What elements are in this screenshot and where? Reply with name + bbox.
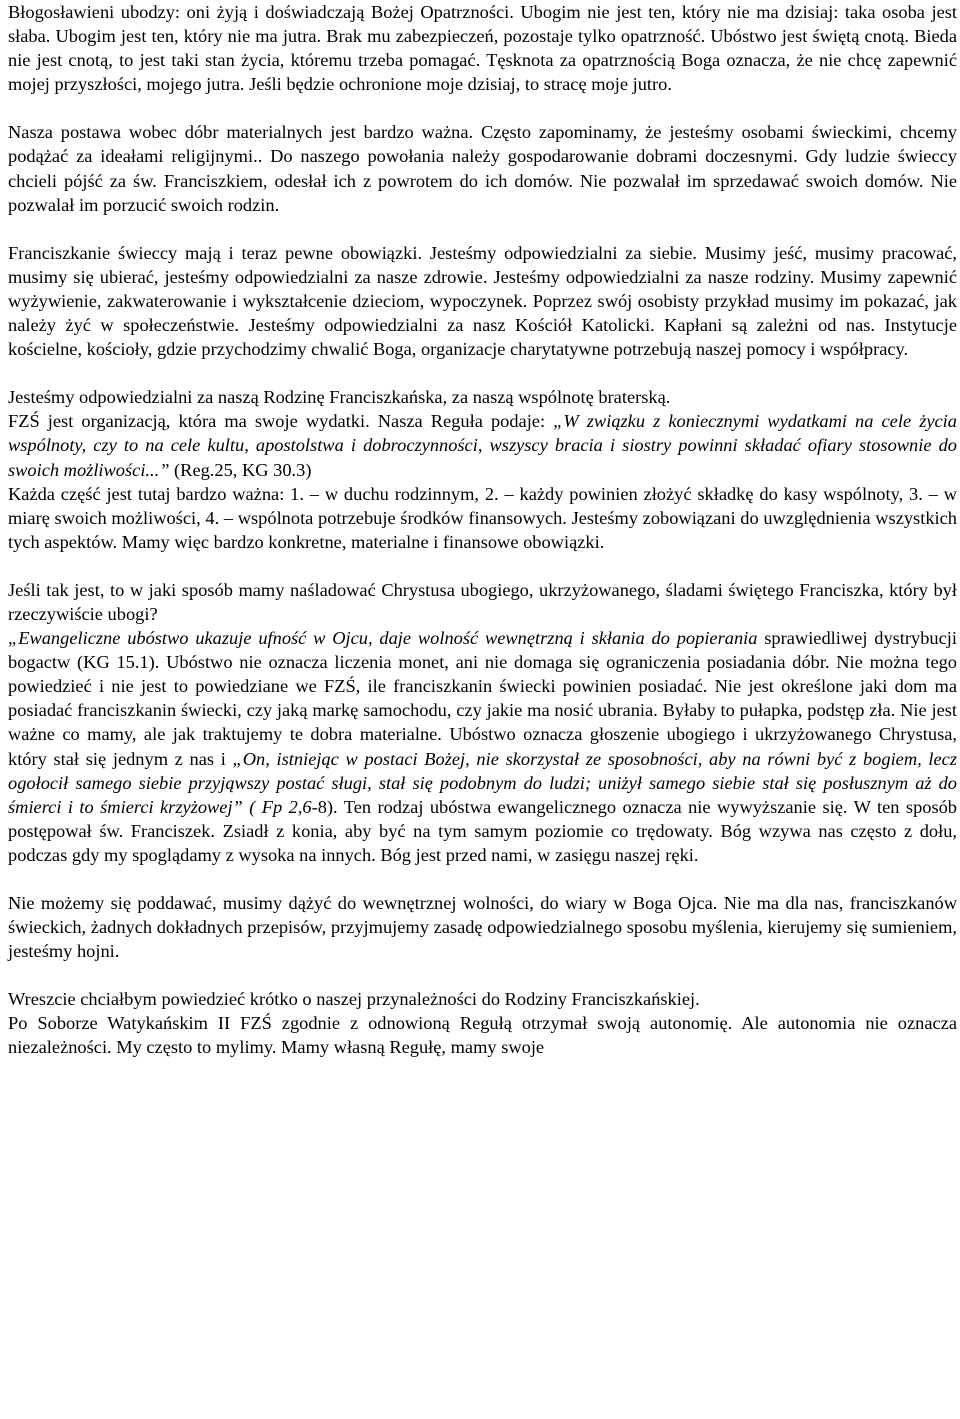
paragraph-spacer: [8, 96, 957, 120]
paragraph-spacer: [8, 217, 957, 241]
document-body: [8, 0, 957, 1060]
rule-citation: (Reg.25, KG 30.3): [169, 459, 312, 480]
paragraph-beatitude: [8, 0, 957, 96]
paragraph-contribution-points: [8, 482, 957, 554]
paragraph-belonging: [8, 987, 957, 1011]
paragraph-family-responsibility: [8, 385, 957, 409]
paragraph-material-goods: [8, 120, 957, 216]
paragraph-text-continued: -8). Ten rodzaj ubóstwa ewangelicznego oznacza nie wywyższanie się. W ten sposób postępował św. Franciszek. Zsiadł z konia, aby być na tym samym poziomie co trędowaty. Bóg wzywa nas często z dołu, podczas gdy my spoglądamy z wysoka na innych. Bóg jest przed nami, w zasięgu naszej ręki.: [8, 796, 958, 865]
constitution-quotation: „Ewangeliczne ubóstwo ukazuje ufność w Ojcu, daje wolność wewnętrzną i skłania do popierania: [8, 628, 758, 649]
paragraph-text: Wreszcie chciałbym powiedzieć krótko o naszej przynależności do Rodziny Franciszkańskiej.: [8, 989, 700, 1010]
paragraph-autonomy: [8, 1011, 957, 1059]
paragraph-text: sprawiedliwej dystrybucji bogactw (KG 15.1). Ubóstwo nie oznacza liczenia monet, ani nie domaga się ograniczenia posiadania dóbr. Nie można tego powiedzieć i nie jest to powiedziane we FZŚ, ile franciszkanin świecki powinien posiadać. Nie jest określone jaki dom ma posiadać franciszkanin świecki, czy jaką markę samochodu, czy jakie ma nosić ubrania. Byłaby to pułapka, podstęp zła. Nie jest ważne co mamy, ale jak traktujemy te dobra materialne. Ubóstwo oznacza głoszenie ubogiego i ukrzyżowanego Chrystusa, który stał się jednym z nas i: [8, 628, 957, 769]
paragraph-text: Nasza postawa wobec dóbr materialnych jest bardzo ważna. Często zapominamy, że jesteśmy osobami świeckimi, chcemy podążać za ideałami religijnymi.. Do naszego powołania należy gospodarowanie dobrami doczesnymi. Gdy ludzie świeccy chcieli pójść za św. Franciszkiem, odesłał ich z powrotem do ich domów. Nie pozwalał im sprzedawać swoich domów. Nie pozwalał im porzucić swoich rodzin.: [8, 122, 957, 215]
paragraph-text: Jesteśmy odpowiedzialni za naszą Rodzinę Franciszkańska, za naszą wspólnotę braterską.: [8, 387, 671, 408]
paragraph-text: Nie możemy się poddawać, musimy dążyć do wewnętrznej wolności, do wiary w Boga Ojca. Nie ma dla nas, franciszkanów świeckich, żadnych dokładnych przepisów, przyjmujemy zasadę odpowiedzialnego sposobu myślenia, kierujemy się sumieniem, jesteśmy hojni.: [8, 893, 957, 962]
paragraph-spacer: [8, 361, 957, 385]
paragraph-question: [8, 578, 957, 626]
paragraph-inner-freedom: [8, 891, 957, 963]
paragraph-rule-quote: [8, 409, 957, 481]
paragraph-spacer: [8, 554, 957, 578]
paragraph-text: Każda część jest tutaj bardzo ważna: 1. – w duchu rodzinnym, 2. – każdy powinien złożyć składkę do kasy wspólnoty, 3. – w miarę swoich możliwości, 4. – wspólnota potrzebuje środków finansowych. Jesteśmy zobowiązani do uwzględnienia wszystkich tych aspektów. Mamy więc bardzo konkretne, materialne i finansowe obowiązki.: [8, 483, 957, 552]
paragraph-text: Franciszkanie świeccy mają i teraz pewne obowiązki. Jesteśmy odpowiedzialni za siebie. Musimy jeść, musimy pracować, musimy się ubierać, jesteśmy odpowiedzialni za nasze zdrowie. Jesteśmy odpowiedzialni za nasze rodziny. Musimy zapewnić wyżywienie, zakwaterowanie i wykształcenie dzieciom, wypoczynek. Poprzez swój osobisty przykład musimy im pokazać, jak należy żyć w społeczeństwie. Jesteśmy odpowiedzialni za nasz Kościół Katolicki. Kapłani są zależni od nas. Instytucje kościelne, kościoły, gdzie przychodzimy chwalić Boga, organizacje charytatywne potrzebują naszej pomocy i współpracy.: [8, 242, 957, 360]
paragraph-evangelical-poverty: [8, 626, 957, 867]
paragraph-spacer: [8, 963, 957, 987]
paragraph-text: Po Soborze Watykańskim II FZŚ zgodnie z odnowioną Regułą otrzymał swoją autonomię. Ale autonomia nie oznacza niezależności. My często to mylimy. Mamy własną Regułę, mamy swoje: [8, 1013, 957, 1058]
paragraph-spacer: [8, 867, 957, 891]
rule-quotation: „W związku z koniecznymi wydatkami na cele życia wspólnoty, czy to na cele kultu, apostolstwa i dobroczynności, wszyscy bracia i siostry powinni składać ofiary stosownie do swoich możliwości...”: [8, 411, 957, 480]
paragraph-text: Błogosławieni ubodzy: oni żyją i doświadczają Bożej Opatrzności. Ubogim nie jest ten, który nie ma dzisiaj: taka osoba jest słaba. Ubogim jest ten, który nie ma jutra. Brak mu zabezpieczeń, pozostaje tylko opatrzność. Ubóstwo jest świętą cnotą. Bieda nie jest cnotą, to jest taki stan życia, któremu trzeba pomagać. Tęsknota za opatrznością Boga oznacza, że nie chcę zapewnić mojej przyszłości, mojego jutra. Jeśli będzie ochronione moje dzisiaj, to stracę moje jutro.: [8, 2, 957, 95]
paragraph-duties: [8, 241, 957, 361]
paragraph-text: Jeśli tak jest, to w jaki sposób mamy naśladować Chrystusa ubogiego, ukrzyżowanego, śladami świętego Franciszka, który był rzeczywiście ubogi?: [8, 579, 957, 624]
paragraph-text: FZŚ jest organizacją, która ma swoje wydatki. Nasza Reguła podaje:: [8, 411, 554, 432]
scripture-quotation: „On, istniejąc w postaci Bożej, nie skorzystał ze sposobności, aby na równi być z bogiem, lecz ogołocił samego siebie przyjąwszy postać sługi, stał się podobnym do ludzi; uniżył samego siebie stał się posłusznym aż do śmierci i to śmierci krzyżowej” ( Fp 2,6: [8, 748, 957, 817]
